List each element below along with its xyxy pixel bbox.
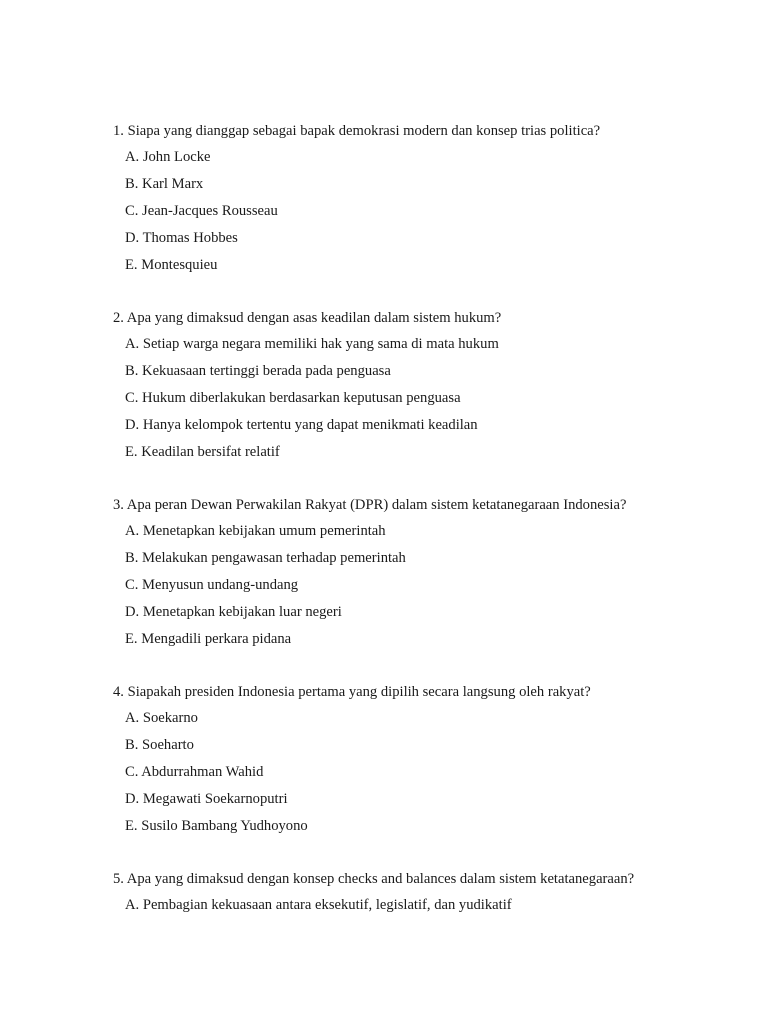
answer-option: D. Menetapkan kebijakan luar negeri	[125, 604, 342, 620]
answer-option: D. Hanya kelompok tertentu yang dapat menikmati keadilan	[125, 417, 478, 433]
answer-option: A. Pembagian kekuasaan antara eksekutif, legislatif, dan yudikatif	[125, 897, 512, 913]
question-1	[113, 122, 753, 274]
question-text: 1. Siapa yang dianggap sebagai bapak demokrasi modern dan konsep trias politica?	[113, 123, 601, 139]
question-text: 5. Apa yang dimaksud dengan konsep checks and balances dalam sistem ketatanegaraan?	[113, 871, 635, 887]
question-text: 4. Siapakah presiden Indonesia pertama yang dipilih secara langsung oleh rakyat?	[113, 684, 591, 700]
answer-option: B. Karl Marx	[125, 176, 204, 192]
answer-option: D. Megawati Soekarnoputri	[125, 791, 288, 807]
question-3	[113, 496, 753, 648]
answer-option: E. Mengadili perkara pidana	[125, 631, 292, 647]
answer-option: C. Jean-Jacques Rousseau	[125, 203, 278, 219]
answer-option: B. Kekuasaan tertinggi berada pada penguasa	[125, 363, 391, 379]
answer-option: C. Abdurrahman Wahid	[125, 764, 264, 780]
question-2	[113, 309, 753, 461]
answer-option: A. Soekarno	[125, 710, 198, 726]
answer-option: A. John Locke	[125, 149, 211, 165]
answer-option: A. Setiap warga negara memiliki hak yang sama di mata hukum	[125, 336, 499, 352]
answer-option: A. Menetapkan kebijakan umum pemerintah	[125, 523, 386, 539]
answer-option: E. Montesquieu	[125, 257, 218, 273]
answer-option: E. Keadilan bersifat relatif	[125, 444, 280, 460]
question-4	[113, 683, 753, 835]
answer-option: B. Melakukan pengawasan terhadap pemerintah	[125, 550, 406, 566]
question-text: 2. Apa yang dimaksud dengan asas keadilan dalam sistem hukum?	[113, 310, 502, 326]
answer-option: E. Susilo Bambang Yudhoyono	[125, 818, 308, 834]
question-5	[113, 870, 753, 914]
answer-option: D. Thomas Hobbes	[125, 230, 238, 246]
question-text: 3. Apa peran Dewan Perwakilan Rakyat (DPR) dalam sistem ketatanegaraan Indonesia?	[113, 497, 627, 513]
answer-option: B. Soeharto	[125, 737, 194, 753]
answer-option: C. Hukum diberlakukan berdasarkan keputusan penguasa	[125, 390, 461, 406]
answer-option: C. Menyusun undang-undang	[125, 577, 299, 593]
